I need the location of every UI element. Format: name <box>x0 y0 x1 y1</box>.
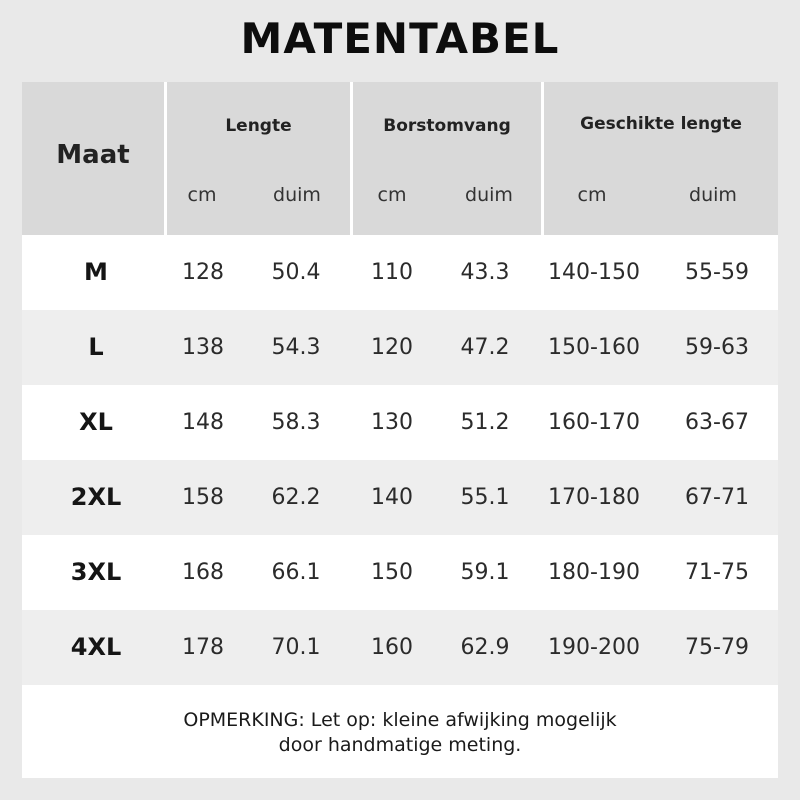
header-unit: cm <box>187 184 217 206</box>
borstomvang-cm: 130 <box>371 410 413 435</box>
header-divider <box>164 82 167 235</box>
lengte-cm: 148 <box>182 410 224 435</box>
header-group-lengte: Lengte <box>225 116 292 136</box>
header-unit: duim <box>465 184 513 206</box>
lengte-duim: 50.4 <box>271 260 321 285</box>
size-label: 2XL <box>70 483 122 511</box>
geschikte-lengte-duim: 75-79 <box>685 635 749 660</box>
borstomvang-duim: 55.1 <box>460 485 510 510</box>
header-unit: duim <box>273 184 321 206</box>
geschikte-lengte-cm: 160-170 <box>548 410 640 435</box>
geschikte-lengte-cm: 150-160 <box>548 335 640 360</box>
lengte-cm: 168 <box>182 560 224 585</box>
geschikte-lengte-duim: 55-59 <box>685 260 749 285</box>
geschikte-lengte-duim: 67-71 <box>685 485 749 510</box>
header-group-geschikte-lengte: Geschikte lengte <box>580 114 742 134</box>
lengte-duim: 66.1 <box>271 560 321 585</box>
borstomvang-duim: 47.2 <box>460 335 510 360</box>
geschikte-lengte-cm: 140-150 <box>548 260 640 285</box>
note-line: OPMERKING: Let op: kleine afwijking mogelijk <box>183 709 617 731</box>
size-label: 4XL <box>70 633 122 661</box>
borstomvang-cm: 110 <box>371 260 413 285</box>
size-label: 3XL <box>70 558 122 586</box>
header-unit: cm <box>577 184 607 206</box>
borstomvang-duim: 43.3 <box>460 260 510 285</box>
lengte-cm: 158 <box>182 485 224 510</box>
table-row <box>22 235 778 310</box>
table-row <box>22 535 778 610</box>
borstomvang-cm: 150 <box>371 560 413 585</box>
lengte-duim: 70.1 <box>271 635 321 660</box>
lengte-duim: 54.3 <box>271 335 321 360</box>
note-line: door handmatige meting. <box>278 734 522 756</box>
borstomvang-cm: 140 <box>371 485 413 510</box>
geschikte-lengte-duim: 59-63 <box>685 335 749 360</box>
header-divider <box>350 82 353 235</box>
geschikte-lengte-duim: 63-67 <box>685 410 749 435</box>
measurement-note <box>22 708 778 758</box>
page-title: MATENTABEL <box>240 14 560 63</box>
geschikte-lengte-cm: 190-200 <box>548 635 640 660</box>
size-label: L <box>88 333 104 361</box>
header-maat: Maat <box>56 140 130 170</box>
borstomvang-duim: 59.1 <box>460 560 510 585</box>
table-row <box>22 460 778 535</box>
size-label: M <box>84 258 108 286</box>
header-divider <box>541 82 544 235</box>
lengte-cm: 138 <box>182 335 224 360</box>
borstomvang-cm: 120 <box>371 335 413 360</box>
borstomvang-cm: 160 <box>371 635 413 660</box>
header-unit: duim <box>689 184 737 206</box>
size-label: XL <box>79 408 113 436</box>
lengte-duim: 58.3 <box>271 410 321 435</box>
table-row <box>22 310 778 385</box>
lengte-cm: 128 <box>182 260 224 285</box>
table-row <box>22 385 778 460</box>
geschikte-lengte-cm: 180-190 <box>548 560 640 585</box>
borstomvang-duim: 62.9 <box>460 635 510 660</box>
table-row <box>22 610 778 685</box>
geschikte-lengte-duim: 71-75 <box>685 560 749 585</box>
geschikte-lengte-cm: 170-180 <box>548 485 640 510</box>
header-unit: cm <box>377 184 407 206</box>
borstomvang-duim: 51.2 <box>460 410 510 435</box>
size-table <box>22 82 778 778</box>
header-group-borstomvang: Borstomvang <box>383 116 511 136</box>
lengte-cm: 178 <box>182 635 224 660</box>
lengte-duim: 62.2 <box>271 485 321 510</box>
